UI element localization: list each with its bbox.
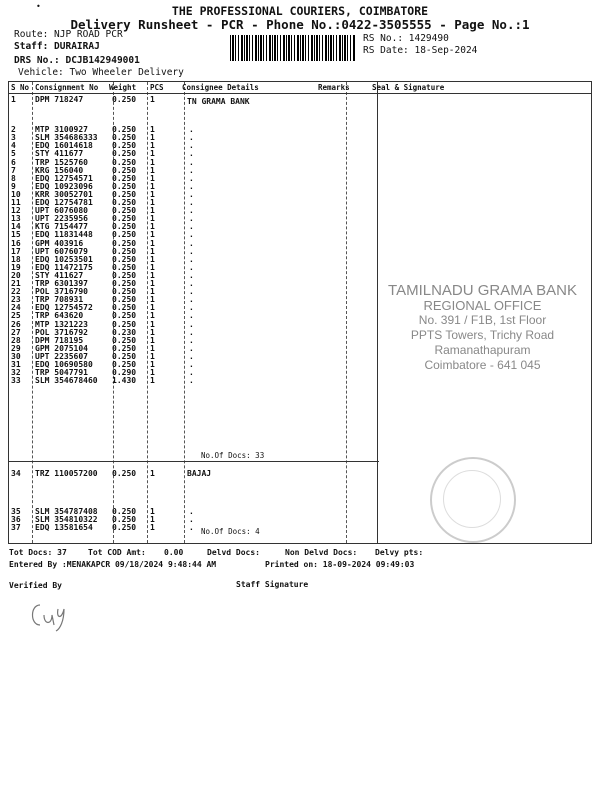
staff-label: Staff: DURAIRAJ: [14, 41, 100, 52]
cell-weight: 0.250: [112, 230, 137, 240]
cell-consignment: EDQ 11831448: [35, 230, 93, 240]
cell-pcs: 1: [150, 515, 155, 525]
consignee-placeholder: .: [189, 173, 194, 183]
delvy-pts: Delvy pts:: [375, 548, 424, 557]
cell-weight: 0.250: [112, 133, 137, 143]
cell-consignment: MTP 3100927: [35, 125, 88, 135]
cell-sno: 31: [11, 360, 21, 369]
col-consignment: Consignment No: [35, 83, 99, 92]
cell-pcs: 1: [150, 141, 155, 151]
cell-sno: 32: [11, 368, 21, 378]
cell-sno: 33: [11, 376, 21, 386]
consignee-placeholder: .: [189, 507, 194, 517]
consignee-placeholder: .: [189, 515, 194, 525]
consignee-placeholder: .: [189, 198, 194, 207]
cell-pcs: 1: [150, 262, 155, 272]
cell-pcs: 1: [150, 149, 155, 159]
cell-pcs: 1: [150, 206, 155, 216]
consignee-placeholder: .: [189, 311, 194, 321]
cell-consignment: EDQ 16014618: [35, 141, 93, 151]
cell-consignment: EDQ 10923096: [35, 181, 93, 191]
cell-pcs: 1: [150, 214, 155, 224]
cell-consignment: EDQ 13581654: [35, 523, 93, 533]
cell-sno: 12: [11, 206, 21, 216]
company-title: THE PROFESSIONAL COURIERS, COIMBATORE: [171, 4, 429, 18]
signature: [26, 595, 86, 635]
consignee-placeholder: .: [189, 376, 194, 386]
cell-weight: 0.250: [112, 515, 137, 525]
cell-weight: 0.250: [112, 319, 137, 329]
delvd-docs: Delvd Docs:: [207, 548, 260, 557]
cell-weight: 0.250: [112, 198, 137, 207]
cell-weight: 0.250: [112, 173, 137, 183]
entered-by: Entered By :MENAKAPCR 09/18/2024 9:48:44 AM: [9, 560, 217, 569]
cell-pcs: 1: [150, 125, 155, 135]
cell-consignment: STY 411677: [35, 149, 84, 159]
cell-consignment: DPM 718195: [35, 335, 84, 345]
cell-weight: 0.250: [112, 295, 137, 305]
consignee-placeholder: .: [189, 270, 194, 280]
cell-sno: 7: [11, 165, 16, 175]
table-header: [9, 82, 591, 94]
cell-weight: 0.250: [112, 351, 137, 361]
cell-weight: 0.250: [112, 279, 137, 288]
cell-pcs: 1: [150, 327, 155, 337]
cell-consignment: SLM 354787408: [35, 507, 98, 517]
cell-pcs: 1: [150, 303, 155, 313]
non-delvd-docs: Non Delvd Docs:: [285, 548, 358, 557]
rs-number: RS No.: 1429490: [363, 33, 449, 44]
cell-weight: 1.430: [112, 376, 137, 386]
cell-pcs: 1: [150, 157, 155, 167]
cell-pcs: 1: [150, 343, 155, 353]
consignee-placeholder: .: [189, 279, 194, 288]
consignee-placeholder: .: [189, 157, 194, 167]
col-weight: Weight: [109, 83, 137, 92]
table-row: [9, 523, 349, 532]
consignee-placeholder: .: [189, 189, 194, 199]
cell-consignment: EDQ 12754781: [35, 198, 93, 207]
table-row: [9, 95, 349, 104]
cell-pcs: 1: [150, 189, 155, 199]
drs-number: DRS No.: DCJB142949001: [14, 55, 140, 66]
cell-weight: 0.250: [112, 222, 137, 232]
table-row: [9, 376, 349, 385]
cell-pcs: 1: [150, 376, 155, 386]
cell-sno: 28: [11, 335, 21, 345]
cell-pcs: 1: [150, 311, 155, 321]
cell-weight: 0.250: [112, 157, 137, 167]
consignee-group2: BAJAJ: [187, 469, 212, 478]
consignee-placeholder: .: [189, 141, 194, 151]
cell-sno: 19: [11, 262, 21, 272]
cell-weight: 0.250: [112, 469, 137, 478]
cell-sno: 34: [11, 469, 21, 478]
cell-consignment: UPT 2235956: [35, 214, 88, 224]
cell-weight: 0.250: [112, 95, 137, 104]
cell-sno: 22: [11, 287, 21, 297]
consignee-placeholder: .: [189, 254, 194, 264]
cell-pcs: 1: [150, 181, 155, 191]
cell-weight: 0.250: [112, 311, 137, 321]
cell-weight: 0.250: [112, 360, 137, 369]
cell-pcs: 1: [150, 198, 155, 207]
cell-consignment: MTP 1321223: [35, 319, 88, 329]
verified-by: Verified By: [9, 581, 62, 590]
consignee-placeholder: .: [189, 295, 194, 305]
cell-consignment: KTG 7154477: [35, 222, 88, 232]
cell-sno: 24: [11, 303, 21, 313]
docs-count-group1: No.Of Docs: 33: [201, 451, 265, 460]
cell-consignment: TRZ 110057200: [35, 469, 98, 478]
cell-pcs: 1: [150, 523, 155, 533]
cell-pcs: 1: [150, 222, 155, 232]
col-remarks: Remarks: [318, 83, 350, 92]
cell-pcs: 1: [150, 351, 155, 361]
consignee-placeholder: .: [189, 335, 194, 345]
cell-pcs: 1: [150, 270, 155, 280]
cell-weight: 0.250: [112, 303, 137, 313]
cell-consignment: UPT 6076080: [35, 206, 88, 216]
cell-consignment: TRP 5047791: [35, 368, 88, 378]
consignee-placeholder: .: [189, 351, 194, 361]
cell-weight: 0.250: [112, 189, 137, 199]
cell-pcs: 1: [150, 230, 155, 240]
col-seal: Seal & Signature: [372, 83, 445, 92]
cell-pcs: 1: [150, 95, 155, 104]
consignee-placeholder: .: [189, 181, 194, 191]
cell-consignment: TRP 643620: [35, 311, 84, 321]
cell-sno: 9: [11, 181, 16, 191]
cell-sno: 15: [11, 230, 21, 240]
cell-pcs: 1: [150, 173, 155, 183]
cell-pcs: 1: [150, 254, 155, 264]
cell-sno: 3: [11, 133, 16, 143]
cell-consignment: KRG 156040: [35, 165, 84, 175]
cell-sno: 36: [11, 515, 21, 525]
cell-weight: 0.250: [112, 523, 137, 533]
cell-pcs: 1: [150, 360, 155, 369]
cell-sno: 6: [11, 157, 16, 167]
consignee-placeholder: .: [189, 238, 194, 248]
cell-sno: 35: [11, 507, 21, 517]
cell-weight: 0.250: [112, 262, 137, 272]
cell-consignment: TRP 708931: [35, 295, 84, 305]
cell-pcs: 1: [150, 246, 155, 256]
consignee-placeholder: .: [189, 319, 194, 329]
cell-sno: 10: [11, 189, 21, 199]
cell-sno: 11: [11, 198, 21, 207]
cell-consignment: UPT 2235607: [35, 351, 88, 361]
consignee-placeholder: .: [189, 262, 194, 272]
consignee-placeholder: .: [189, 327, 194, 337]
cell-sno: 37: [11, 523, 21, 533]
consignee-placeholder: .: [189, 368, 194, 378]
cell-consignment: EDQ 10253501: [35, 254, 93, 264]
cell-consignment: EDQ 12754572: [35, 303, 93, 313]
cell-consignment: GPM 2075104: [35, 343, 88, 353]
cell-pcs: 1: [150, 368, 155, 378]
cell-pcs: 1: [150, 335, 155, 345]
cell-sno: 27: [11, 327, 21, 337]
cell-weight: 0.250: [112, 287, 137, 297]
cell-sno: 20: [11, 270, 21, 280]
consignee-placeholder: .: [189, 125, 194, 135]
cell-weight: 0.230: [112, 327, 137, 337]
consignee-placeholder: .: [189, 230, 194, 240]
cell-weight: 0.250: [112, 214, 137, 224]
consignee-placeholder: .: [189, 165, 194, 175]
cell-consignment: EDQ 12754571: [35, 173, 93, 183]
cell-weight: 0.250: [112, 246, 137, 256]
cell-pcs: 1: [150, 238, 155, 248]
consignee-placeholder: .: [189, 133, 194, 143]
cell-pcs: 1: [150, 165, 155, 175]
round-seal: [430, 457, 516, 543]
cell-consignment: POL 3716792: [35, 327, 88, 337]
cell-sno: 13: [11, 214, 21, 224]
vehicle-label: Vehicle: Two Wheeler Delivery: [18, 67, 184, 78]
cell-weight: 0.250: [112, 335, 137, 345]
cell-weight: 0.250: [112, 270, 137, 280]
rs-date: RS Date: 18-Sep-2024: [363, 45, 478, 56]
cell-sno: 30: [11, 351, 21, 361]
cell-consignment: KRR 30052701: [35, 189, 93, 199]
cell-weight: 0.250: [112, 181, 137, 191]
cell-sno: 17: [11, 246, 21, 256]
group-separator: [9, 461, 379, 462]
cell-sno: 2: [11, 125, 16, 135]
cell-consignment: SLM 354678460: [35, 376, 98, 386]
cell-pcs: 1: [150, 507, 155, 517]
stray-dot: •: [36, 2, 41, 11]
cell-pcs: 1: [150, 133, 155, 143]
cell-consignment: UPT 6076079: [35, 246, 88, 256]
cell-weight: 0.250: [112, 206, 137, 216]
consignee-placeholder: .: [189, 523, 194, 533]
cell-sno: 1: [11, 95, 16, 104]
staff-signature: Staff Signature: [236, 580, 309, 589]
cell-weight: 0.250: [112, 125, 137, 135]
tot-cod-value: 0.00: [164, 548, 184, 557]
cell-pcs: 1: [150, 469, 155, 478]
consignee-placeholder: .: [189, 214, 194, 224]
consignee-placeholder: .: [189, 287, 194, 297]
consignee-group1: TN GRAMA BANK: [187, 97, 250, 106]
cell-sno: 25: [11, 311, 21, 321]
cell-weight: 0.250: [112, 149, 137, 159]
cell-sno: 8: [11, 173, 16, 183]
cell-pcs: 1: [150, 287, 155, 297]
cell-weight: 0.290: [112, 368, 137, 378]
cell-sno: 23: [11, 295, 21, 305]
bank-stamp: TAMILNADU GRAMA BANK REGIONAL OFFICE No. 391 / F1B, 1st Floor PPTS Towers, Trichy Road Ramanathapuram Coimbatore - 641 045: [388, 282, 577, 372]
consignee-placeholder: .: [189, 222, 194, 232]
cell-consignment: DPM 718247: [35, 95, 84, 104]
barcode: [230, 35, 355, 61]
cell-weight: 0.250: [112, 165, 137, 175]
consignee-placeholder: .: [189, 149, 194, 159]
cell-pcs: 1: [150, 279, 155, 288]
cell-consignment: GPM 403916: [35, 238, 84, 248]
cell-sno: 26: [11, 319, 21, 329]
cell-sno: 21: [11, 279, 21, 288]
cell-sno: 14: [11, 222, 21, 232]
cell-pcs: 1: [150, 319, 155, 329]
cell-weight: 0.250: [112, 141, 137, 151]
cell-sno: 4: [11, 141, 16, 151]
cell-consignment: POL 3716790: [35, 287, 88, 297]
cell-sno: 29: [11, 343, 21, 353]
runsheet-title: Delivery Runsheet - PCR - Phone No.:0422-3505555 - Page No.:1: [70, 17, 530, 32]
tot-docs: Tot Docs: 37: [9, 548, 67, 557]
cell-weight: 0.250: [112, 238, 137, 248]
col-pcs: PCS: [150, 83, 164, 92]
consignee-placeholder: .: [189, 303, 194, 313]
cell-weight: 0.250: [112, 343, 137, 353]
docs-count-group2: No.Of Docs: 4: [201, 527, 260, 536]
route-label: Route: NJP ROAD PCR: [14, 29, 123, 40]
printed-on: Printed on: 18-09-2024 09:49:03: [265, 560, 415, 569]
cell-consignment: SLM 354810322: [35, 515, 98, 525]
cell-sno: 5: [11, 149, 16, 159]
table-row: [9, 469, 349, 478]
consignee-placeholder: .: [189, 343, 194, 353]
cell-sno: 18: [11, 254, 21, 264]
consignee-placeholder: .: [189, 246, 194, 256]
cell-sno: 16: [11, 238, 21, 248]
consignee-placeholder: .: [189, 360, 194, 369]
col-sno: S No: [11, 83, 30, 92]
cell-consignment: TRP 1525760: [35, 157, 88, 167]
cell-weight: 0.250: [112, 507, 137, 517]
tot-cod-label: Tot COD Amt:: [88, 548, 146, 557]
consignee-placeholder: .: [189, 206, 194, 216]
col-consignee: Consignee Details: [182, 83, 259, 92]
cell-consignment: STY 411627: [35, 270, 84, 280]
cell-weight: 0.250: [112, 254, 137, 264]
cell-pcs: 1: [150, 295, 155, 305]
cell-consignment: SLM 354686333: [35, 133, 98, 143]
cell-consignment: TRP 6301397: [35, 279, 88, 288]
cell-consignment: EDQ 11472175: [35, 262, 93, 272]
cell-consignment: EDQ 10690580: [35, 360, 93, 369]
